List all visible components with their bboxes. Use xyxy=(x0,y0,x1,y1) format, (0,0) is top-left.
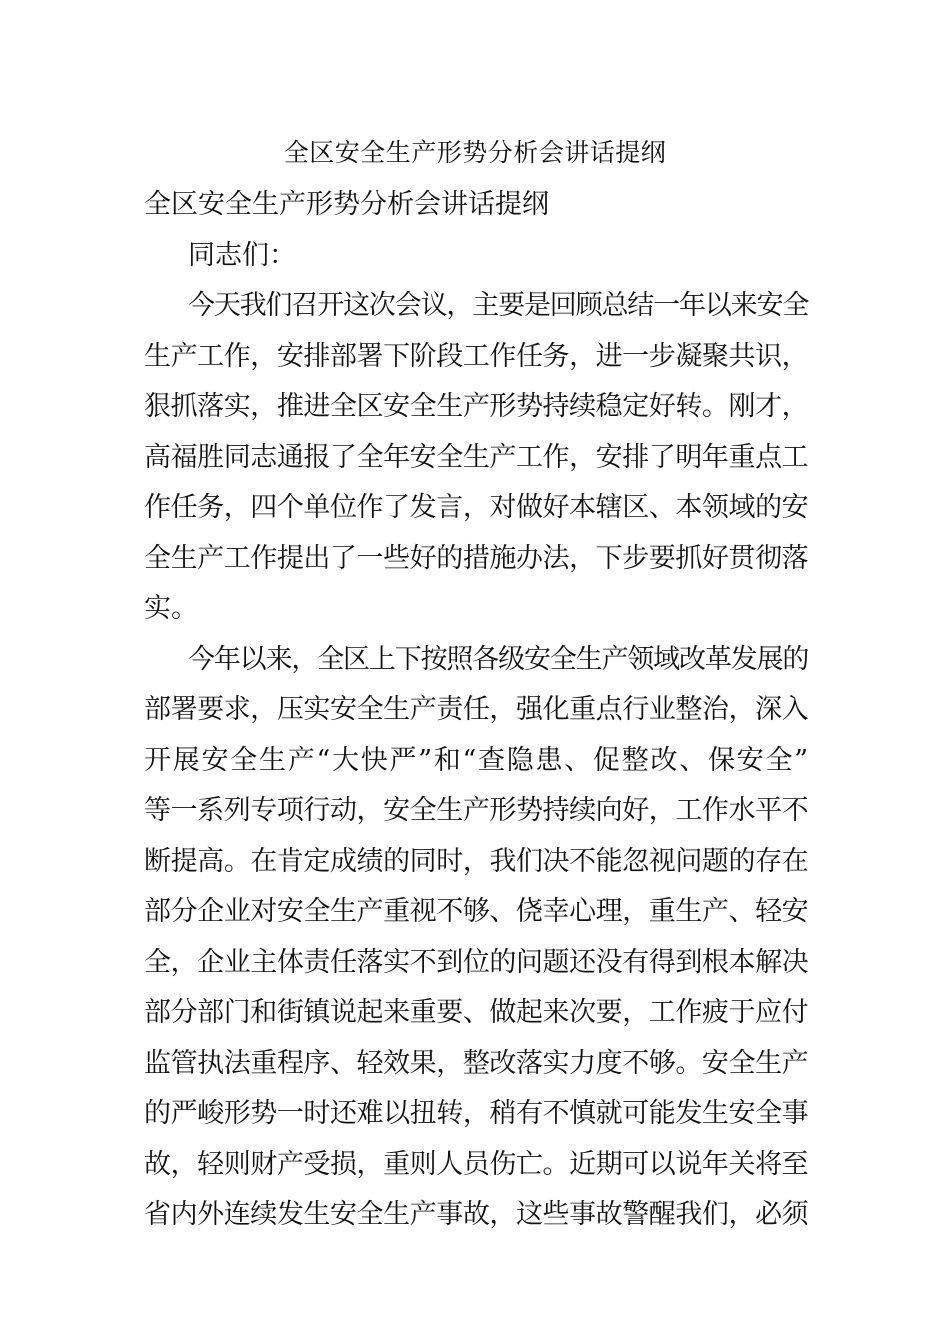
text-line: 全，企业主体责任落实不到位的问题还没有得到根本解决 xyxy=(144,946,808,978)
text-line: 狠抓落实，推进全区安全生产形势持续稳定好转。刚才， xyxy=(144,391,808,422)
document-body xyxy=(144,180,808,1241)
text-line: 的严峻形势一时还难以扭转，稍有不慎就可能发生安全事 xyxy=(144,1098,808,1129)
text-line: 部分部门和街镇说起来重要、做起来次要，工作疲于应付 xyxy=(144,997,808,1028)
text-line: 今年以来，全区上下按照各级安全生产领域改革发展的 xyxy=(188,643,808,675)
text-line: 故，轻则财产受损，重则人员伤亡。近期可以说年关将至 xyxy=(144,1148,808,1180)
document-title: 全区安全生产形势分析会讲话提纲 xyxy=(283,138,667,167)
text-line: 生产工作，安排部署下阶段工作任务，进一步凝聚共识， xyxy=(144,340,808,372)
text-line: 高福胜同志通报了全年安全生产工作，安排了明年重点工 xyxy=(144,441,808,473)
text-line: 部署要求，压实安全生产责任，强化重点行业整治，深入 xyxy=(144,694,808,725)
text-line: 全区安全生产形势分析会讲话提纲 xyxy=(144,189,549,220)
text-line: 部分企业对安全生产重视不够、侥幸心理，重生产、轻安 xyxy=(144,896,808,927)
text-line: 开展安全生产“大快严”和“查隐患、促整改、保安全” xyxy=(144,744,808,776)
text-line: 实。 xyxy=(144,593,198,624)
text-line: 同志们： xyxy=(188,239,296,271)
text-line: 等一系列专项行动，安全生产形势持续向好，工作水平不 xyxy=(144,795,808,826)
text-line: 省内外连续发生安全生产事故，这些事故警醒我们，必须 xyxy=(144,1199,808,1230)
text-line: 全生产工作提出了一些好的措施办法，下步要抓好贯彻落 xyxy=(144,542,808,574)
text-line: 作任务，四个单位作了发言，对做好本辖区、本领域的安 xyxy=(144,492,808,523)
text-line: 今天我们召开这次会议，主要是回顾总结一年以来安全 xyxy=(188,290,808,321)
text-line: 断提高。在肯定成绩的同时，我们决不能忽视问题的存在 xyxy=(144,845,808,877)
text-line: 监管执法重程序、轻效果，整改落实力度不够。安全生产 xyxy=(144,1047,808,1079)
